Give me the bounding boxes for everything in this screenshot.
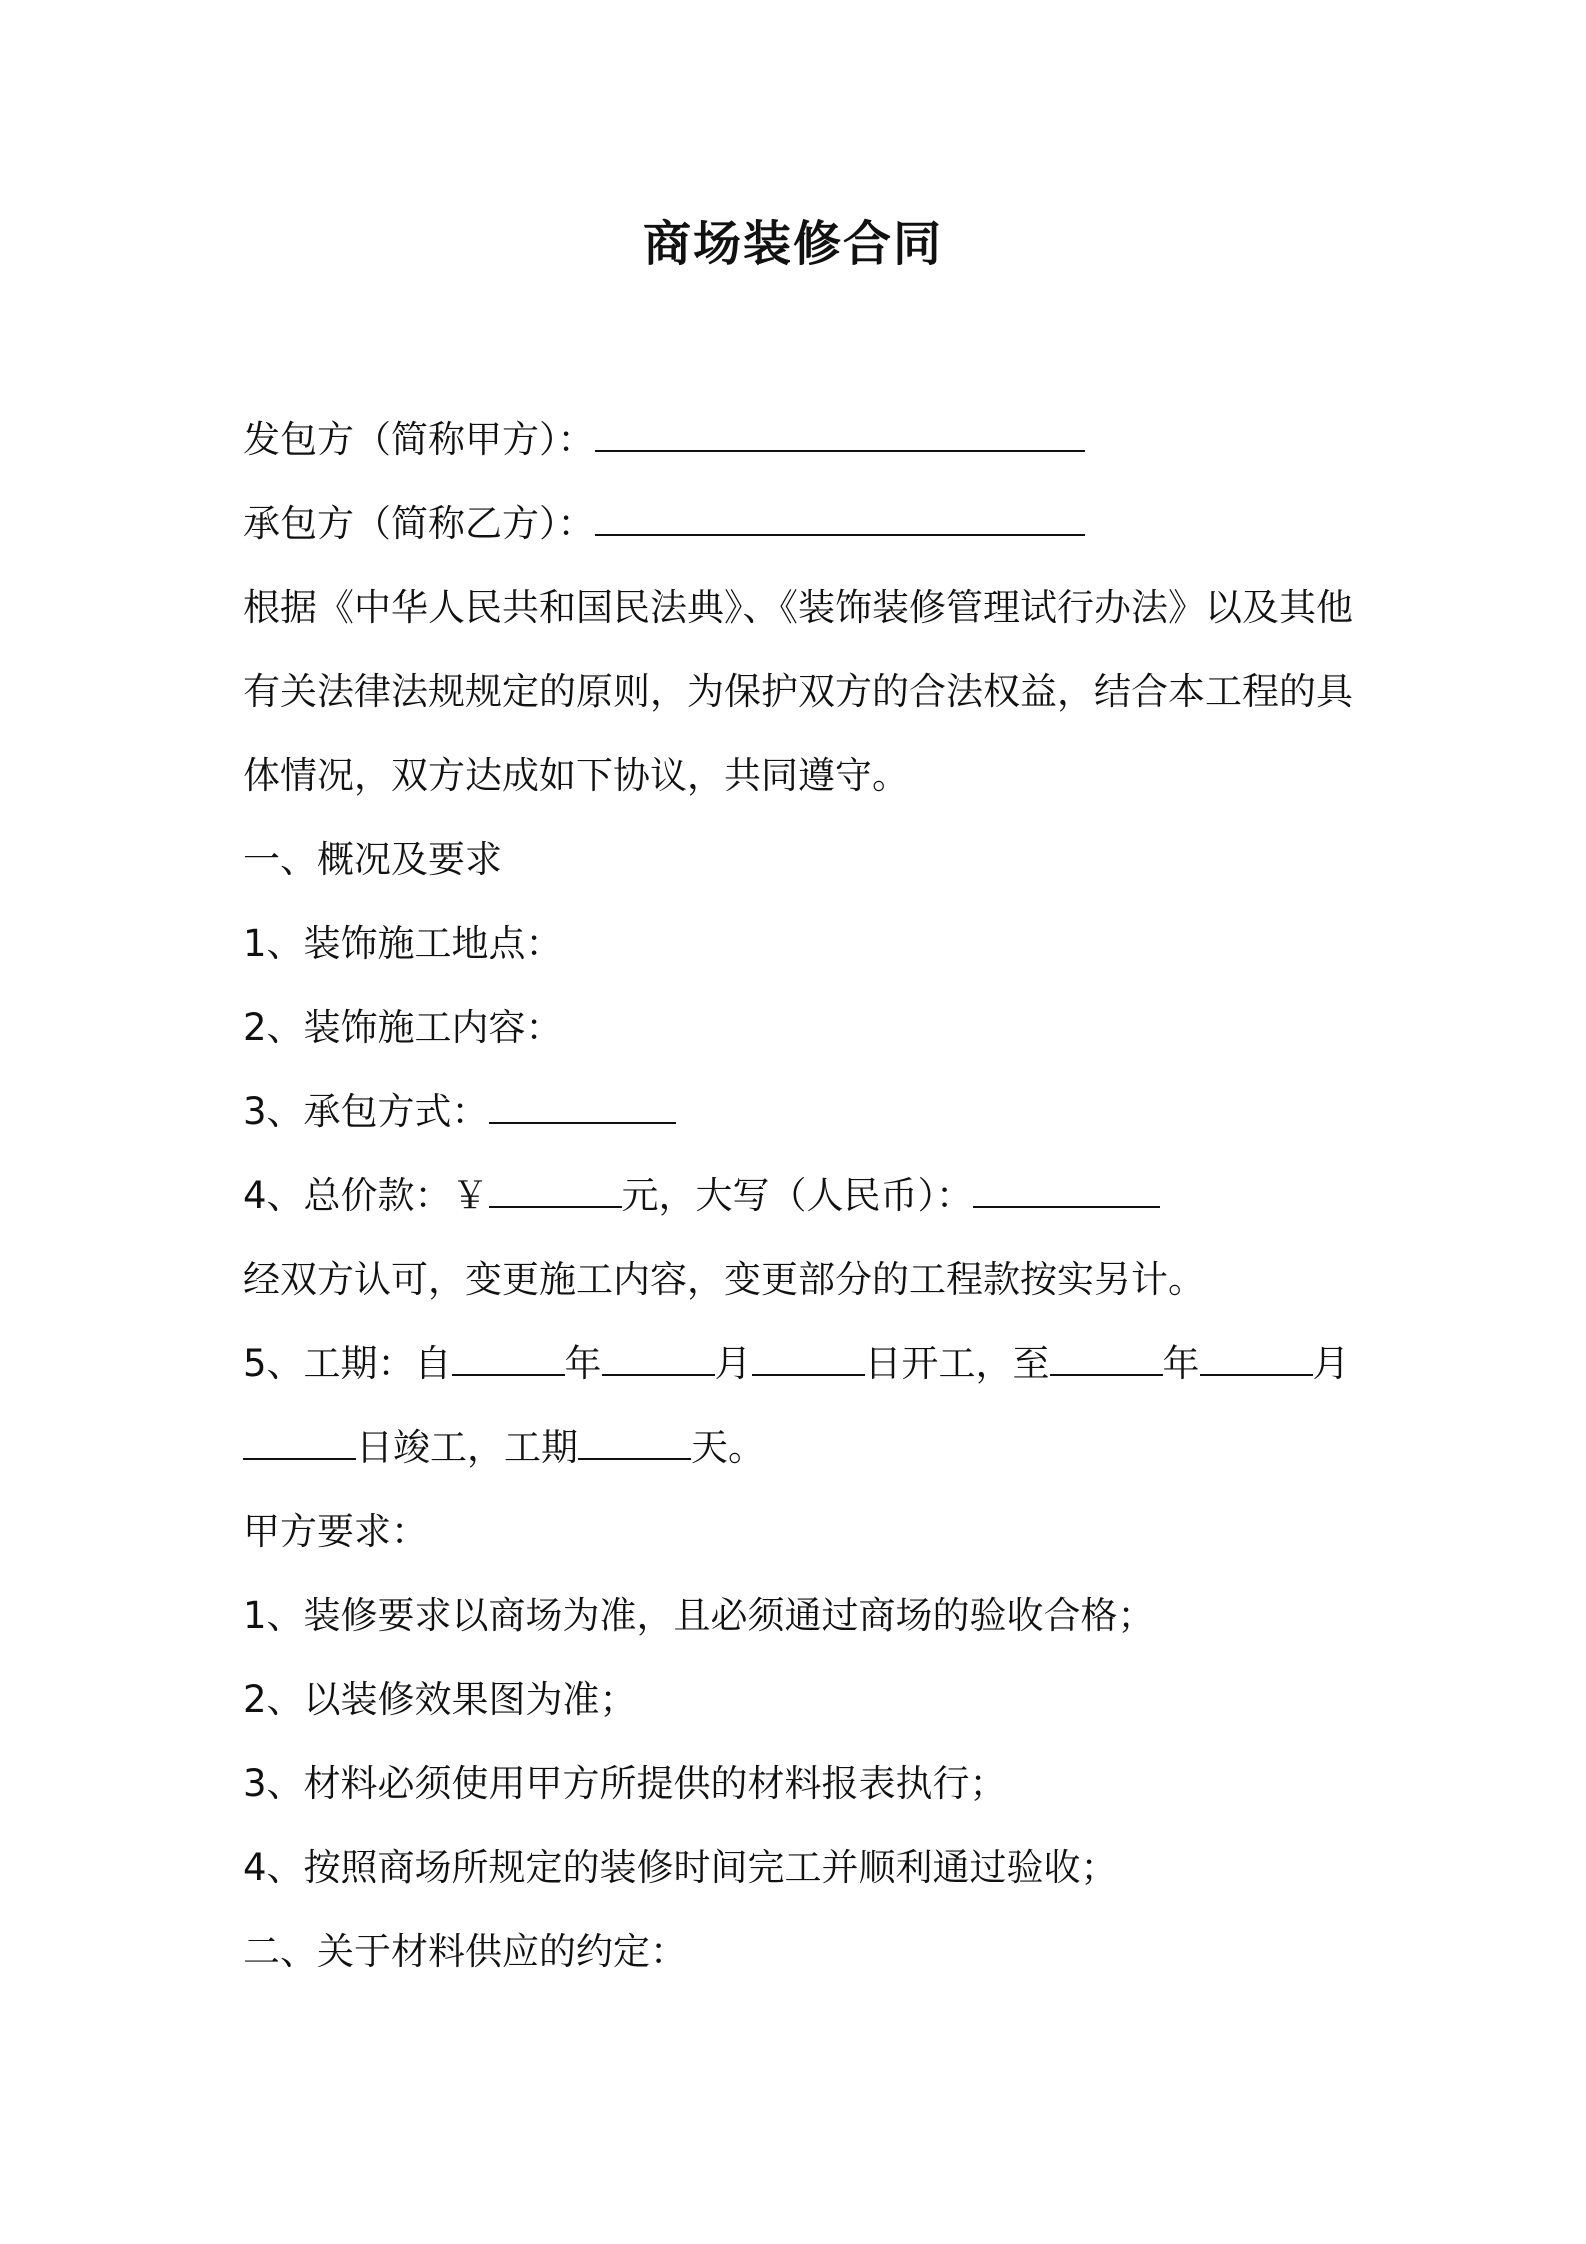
start-year-blank <box>452 1338 565 1376</box>
start-day-blank <box>752 1338 865 1376</box>
start-day-label: 日开工，至 <box>864 1342 1050 1385</box>
item-contract-method <box>243 1086 676 1138</box>
year-label: 年 <box>564 1342 602 1385</box>
party-a-label: 发包方（简称甲方）： <box>243 418 595 461</box>
requirement-item: 4、按照商场所规定的装修时间完工并顺利通过验收； <box>243 1846 1118 1889</box>
month-label: 月 <box>714 1342 752 1385</box>
requirements-heading: 甲方要求： <box>243 1510 428 1553</box>
start-month-blank <box>602 1338 715 1376</box>
preamble-line: 根据《中华人民共和国民法典》、《装饰装修管理试行办法》以及其他 <box>243 586 1353 629</box>
price-figure-blank <box>489 1170 622 1208</box>
contract-method-label: 3、承包方式： <box>243 1090 489 1133</box>
change-note: 经双方认可，变更施工内容，变更部分的工程款按实另计。 <box>243 1258 1205 1301</box>
item-construction-site: 1、装饰施工地点： <box>243 922 563 965</box>
price-words-label: 元，大写（人民币）： <box>621 1174 974 1217</box>
document-title: 商场装修合同 <box>642 216 943 272</box>
party-a-blank <box>595 414 1085 452</box>
item-total-price <box>243 1170 1160 1222</box>
end-year-blank <box>1050 1338 1163 1376</box>
party-b-label: 承包方（简称乙方）： <box>243 502 595 545</box>
schedule-label: 5、工期：自 <box>243 1342 452 1385</box>
end-day-blank <box>243 1422 356 1460</box>
party-b-blank <box>595 498 1085 536</box>
requirement-item: 1、装修要求以商场为准，且必须通过商场的验收合格； <box>243 1594 1155 1637</box>
price-words-blank <box>973 1170 1160 1208</box>
preamble-line: 体情况，双方达成如下协议，共同遵守。 <box>243 754 909 797</box>
total-price-label: 4、总价款：￥ <box>243 1174 489 1217</box>
item-construction-content: 2、装饰施工内容： <box>243 1006 563 1049</box>
contract-method-blank <box>489 1086 676 1124</box>
preamble-line: 有关法律法规规定的原则，为保护双方的合法权益，结合本工程的具 <box>243 670 1353 713</box>
end-month-blank <box>1200 1338 1313 1376</box>
party-b-line <box>243 498 1085 550</box>
item-schedule-continued <box>243 1422 765 1474</box>
month-label: 月 <box>1312 1342 1350 1385</box>
item-schedule <box>243 1338 1350 1390</box>
duration-blank <box>578 1422 691 1460</box>
requirement-item: 3、材料必须使用甲方所提供的材料报表执行； <box>243 1762 1007 1805</box>
year-label: 年 <box>1162 1342 1200 1385</box>
end-day-label: 日竣工，工期 <box>356 1426 578 1469</box>
section-1-heading: 一、概况及要求 <box>243 838 502 881</box>
party-a-line <box>243 414 1085 466</box>
days-label: 天。 <box>691 1426 765 1469</box>
requirement-item: 2、以装修效果图为准； <box>243 1678 637 1721</box>
section-2-heading: 二、关于材料供应的约定： <box>243 1930 687 1973</box>
